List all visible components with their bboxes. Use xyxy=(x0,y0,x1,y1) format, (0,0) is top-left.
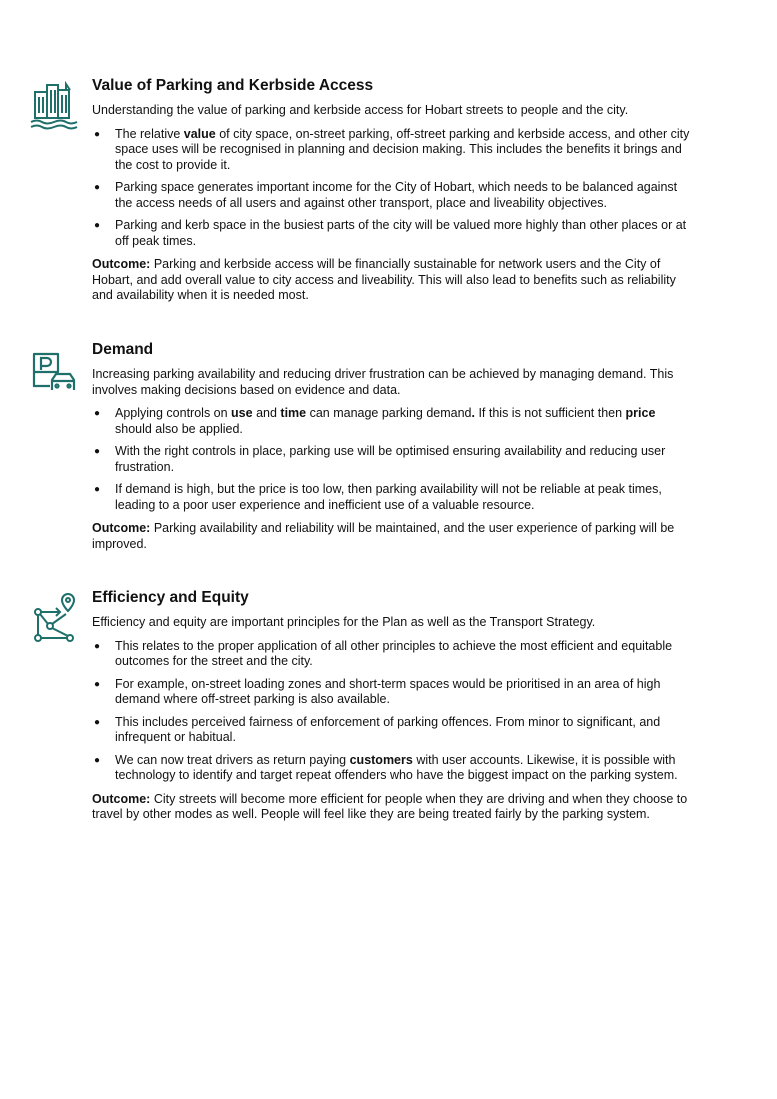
bullet-icon: ● xyxy=(94,182,101,193)
section-intro: Understanding the value of parking and kerbside access for Hobart streets to people and the city. xyxy=(92,103,629,117)
bullet-icon: ● xyxy=(94,446,101,457)
section-intro: Efficiency and equity are important principles for the Plan as well as the Transport Strategy. xyxy=(92,615,596,629)
outcome-paragraph: Outcome: Parking availability and reliability will be maintained, and the user experience of parking will be improved. xyxy=(92,521,675,551)
bullet-icon: ● xyxy=(94,754,101,766)
list-item: ● The relative value of city space, on-street parking, off-street parking and kerbside access, and other city space uses will be recognised in planning and decision making. This includes the benefits it brings and the cost to provide it. xyxy=(94,126,690,172)
list-item: ● Parking and kerb space in the busiest parts of the city will be valued more highly than other places or at off peak times. xyxy=(94,218,687,248)
list-item: ● This includes perceived fairness of enforcement of parking offences. From minor to significant, and infrequent or habitual. xyxy=(94,714,661,744)
list-item: ● For example, on-street loading zones and short-term spaces would be prioritised in an area of high demand where off-street parking is also available. xyxy=(94,676,661,706)
list-item: ● If demand is high, but the price is too low, then parking availability will not be reliable at peak times, leading to a poor user experience and inefficient use of a valuable resource. xyxy=(94,482,662,512)
bullet-icon: ● xyxy=(94,640,101,652)
list-item: ● Applying controls on use and time can manage parking demand. If this is not sufficient then price should also be applied. xyxy=(94,406,656,436)
section-title: Efficiency and Equity xyxy=(92,589,249,606)
bullet-icon: ● xyxy=(94,678,101,690)
bullet-icon: ● xyxy=(94,220,101,231)
bullet-icon: ● xyxy=(94,716,101,728)
outcome-paragraph: Outcome: Parking and kerbside access will be financially sustainable for network users and the City of Hobart, and add overall value to city access and liveability. This will also lead to benefits such as reliability and availability when it is needed most. xyxy=(92,257,676,302)
bullet-list xyxy=(92,406,692,513)
route-pin-icon xyxy=(30,592,78,640)
city-buildings-icon xyxy=(30,80,78,128)
section-intro: Increasing parking availability and reducing driver frustration can be achieved by managing demand. This involves making decisions based on evidence and data. xyxy=(92,367,674,397)
list-item: ● We can now treat drivers as return paying customers with user accounts. Likewise, it is possible with technology to identify and target repeat offenders who have the biggest impact on the parking system. xyxy=(94,752,678,782)
list-item: ● With the right controls in place, parking use will be optimised ensuring availability and reducing user frustration. xyxy=(94,444,666,474)
bullet-list xyxy=(92,127,692,250)
section-title: Value of Parking and Kerbside Access xyxy=(92,77,374,94)
section-title: Demand xyxy=(92,341,154,358)
bullet-icon: ● xyxy=(94,128,101,140)
bullet-icon: ● xyxy=(94,484,101,495)
bullet-icon: ● xyxy=(94,408,101,419)
bullet-list xyxy=(92,639,692,784)
outcome-paragraph: Outcome: City streets will become more efficient for people when they are driving and when they choose to travel by other modes as well. People will feel like they are being treated fairly by the parking system. xyxy=(92,791,688,821)
list-item: ● Parking space generates important income for the City of Hobart, which needs to be balanced against the access needs of all users and against other transport, place and liveability objectives. xyxy=(94,180,678,210)
list-item: ● This relates to the proper application of all other principles to achieve the most efficient and equitable outcomes for the street and the city. xyxy=(94,638,673,668)
parking-car-icon xyxy=(30,350,78,398)
